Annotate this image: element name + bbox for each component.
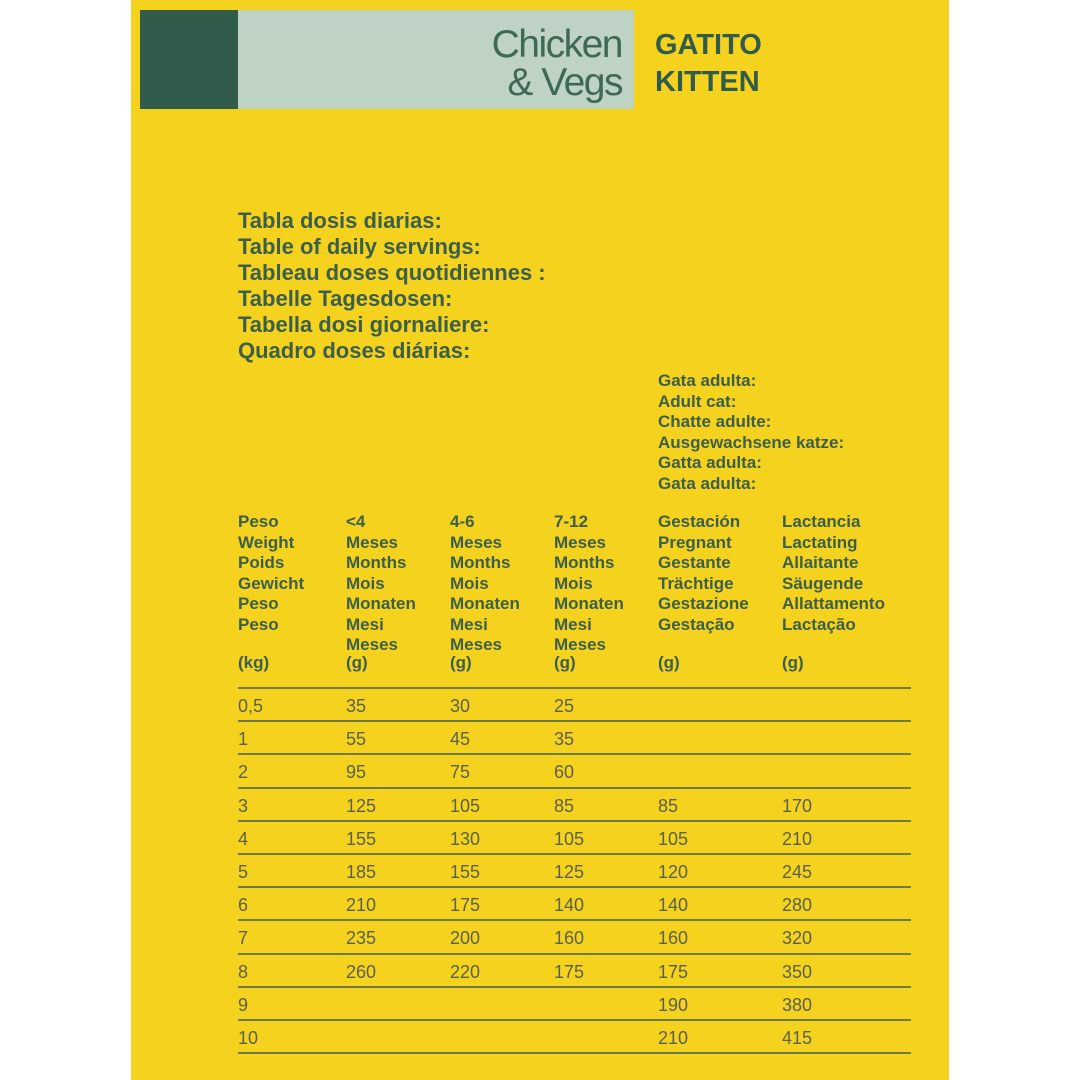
column-header-line: Mesi bbox=[346, 614, 384, 634]
table-cell: 220 bbox=[450, 961, 481, 982]
table-cell: 25 bbox=[554, 696, 575, 716]
table-cell: 5 bbox=[238, 861, 249, 882]
column-header-line: Säugende bbox=[782, 573, 864, 593]
table-cell: 260 bbox=[346, 961, 377, 982]
table-cell: 415 bbox=[782, 1027, 813, 1048]
column-header-line: Gestante bbox=[658, 553, 731, 572]
adult-label-line: Gata adulta: bbox=[658, 371, 757, 390]
table-row bbox=[238, 888, 911, 921]
column-unit: (g) bbox=[346, 653, 368, 672]
column-unit: (g) bbox=[450, 653, 472, 672]
product-name bbox=[491, 23, 622, 104]
title-line: Tabelle Tagesdosen: bbox=[238, 286, 453, 311]
table-cell: 170 bbox=[782, 795, 813, 816]
column-header-line: Lactancia bbox=[782, 512, 861, 531]
table-cell: 130 bbox=[450, 828, 481, 849]
table-cell: 160 bbox=[554, 928, 585, 949]
title-line: Tableau doses quotidiennes : bbox=[238, 260, 546, 285]
table-cell: 210 bbox=[658, 1027, 689, 1048]
table-cell: 175 bbox=[554, 961, 585, 982]
table-row bbox=[238, 955, 911, 988]
table-cell: 185 bbox=[346, 861, 377, 882]
column-header-line: Monaten bbox=[346, 594, 416, 613]
column-header-line: Months bbox=[346, 553, 407, 572]
table-row bbox=[238, 822, 911, 855]
column-unit: (g) bbox=[782, 653, 804, 672]
table-cell: 350 bbox=[782, 961, 813, 982]
column-header-line: Peso bbox=[238, 512, 279, 531]
column-header-line: <4 bbox=[346, 512, 366, 531]
table-cell: 105 bbox=[554, 828, 585, 849]
column-header-line: Mois bbox=[554, 573, 593, 593]
table-row bbox=[238, 755, 911, 788]
column-header-line: Gestación bbox=[658, 512, 741, 531]
table-cell: 10 bbox=[238, 1027, 259, 1048]
column-header-line: Gewicht bbox=[238, 573, 305, 593]
table-cell: 1 bbox=[238, 729, 249, 750]
column-header bbox=[658, 512, 749, 672]
adult-label-line: Adult cat: bbox=[658, 391, 737, 411]
table-cell: 120 bbox=[658, 861, 689, 882]
table-cell: 125 bbox=[346, 795, 377, 816]
table-cell: 85 bbox=[554, 795, 575, 816]
title-line: Tabla dosis diarias: bbox=[238, 208, 442, 233]
table-row bbox=[238, 1021, 911, 1054]
table-cell: 175 bbox=[450, 895, 481, 916]
table-cell: 380 bbox=[782, 994, 813, 1015]
table-row bbox=[238, 722, 911, 755]
column-header bbox=[782, 512, 885, 672]
daily-servings-table bbox=[238, 687, 911, 1054]
table-row bbox=[238, 689, 911, 722]
table-cell: 105 bbox=[450, 795, 481, 816]
table-cell: 4 bbox=[238, 828, 249, 849]
life-stage-line-2: KITTEN bbox=[655, 66, 760, 98]
table-row bbox=[238, 789, 911, 822]
table-row bbox=[238, 855, 911, 888]
table-cell: 95 bbox=[346, 762, 367, 783]
column-header-line: Mesi bbox=[450, 614, 488, 634]
table-row bbox=[238, 988, 911, 1021]
table-cell: 320 bbox=[782, 928, 813, 949]
product-name-line-2: & Vegs bbox=[507, 61, 622, 104]
table-cell: 160 bbox=[658, 928, 689, 949]
column-header-line: Meses bbox=[450, 635, 502, 654]
column-unit: (g) bbox=[554, 653, 576, 672]
column-header-line: Lactating bbox=[782, 532, 858, 552]
title-line: Table of daily servings: bbox=[238, 234, 481, 259]
table-cell: 155 bbox=[346, 828, 377, 849]
table-cell: 8 bbox=[238, 961, 249, 982]
column-header-line: Allattamento bbox=[782, 594, 885, 613]
column-header-line: 4-6 bbox=[450, 512, 475, 531]
column-header-line: Trächtige bbox=[658, 573, 734, 593]
adult-label-line: Gatta adulta: bbox=[658, 453, 762, 472]
column-header-line: Poids bbox=[238, 553, 285, 572]
adult-label-line: Gata adulta: bbox=[658, 473, 757, 493]
life-stage-line-1: GATITO bbox=[655, 29, 762, 61]
adult-label-line: Chatte adulte: bbox=[658, 412, 772, 431]
column-header-line: Mesi bbox=[554, 614, 592, 634]
adult-label-line: Ausgewachsene katze: bbox=[658, 432, 845, 452]
table-cell: 9 bbox=[238, 994, 249, 1015]
table-cell: 140 bbox=[658, 895, 689, 916]
column-header-line: Allaitante bbox=[782, 553, 859, 572]
table-cell: 125 bbox=[554, 861, 585, 882]
table-cell: 155 bbox=[450, 861, 481, 882]
table-cell: 2 bbox=[238, 762, 249, 783]
column-header-line: Weight bbox=[238, 532, 295, 552]
adult-cat-label bbox=[658, 371, 844, 494]
column-header bbox=[346, 512, 416, 672]
column-header-line: Monaten bbox=[450, 594, 520, 613]
table-cell: 190 bbox=[658, 994, 689, 1015]
table-row bbox=[238, 921, 911, 954]
table-cell: 35 bbox=[554, 729, 575, 750]
column-header-line: Peso bbox=[238, 614, 279, 634]
life-stage-label bbox=[655, 27, 762, 101]
column-header-line: Monaten bbox=[554, 594, 624, 613]
column-header-line: Meses bbox=[554, 532, 606, 552]
column-header-line: Meses bbox=[450, 532, 502, 552]
column-header bbox=[238, 512, 305, 672]
product-name-line-1: Chicken bbox=[491, 23, 622, 66]
column-header-line: Peso bbox=[238, 594, 279, 613]
table-cell: 210 bbox=[346, 895, 377, 916]
table-cell: 105 bbox=[658, 828, 689, 849]
table-cell: 35 bbox=[346, 696, 367, 716]
table-cell: 235 bbox=[346, 928, 377, 949]
column-header bbox=[450, 512, 520, 672]
table-title bbox=[238, 208, 546, 364]
column-header-line: Gestação bbox=[658, 614, 735, 634]
column-header bbox=[554, 512, 624, 672]
table-cell: 85 bbox=[658, 795, 679, 816]
column-header-line: 7-12 bbox=[554, 512, 589, 531]
column-header-line: Lactação bbox=[782, 614, 856, 634]
column-unit: (kg) bbox=[238, 653, 270, 672]
column-header-line: Months bbox=[554, 553, 615, 572]
column-header-line: Months bbox=[450, 553, 511, 572]
table-cell: 45 bbox=[450, 729, 471, 750]
column-header-line: Meses bbox=[346, 635, 398, 654]
brand-color-block bbox=[140, 10, 238, 109]
table-cell: 3 bbox=[238, 795, 249, 816]
table-cell: 175 bbox=[658, 961, 689, 982]
product-banner bbox=[238, 10, 634, 109]
table-cell: 140 bbox=[554, 895, 585, 916]
column-header-line: Pregnant bbox=[658, 532, 732, 552]
title-line: Quadro doses diárias: bbox=[238, 338, 471, 363]
column-header-line: Mois bbox=[450, 573, 489, 593]
column-unit: (g) bbox=[658, 653, 680, 672]
table-cell: 7 bbox=[238, 928, 249, 949]
column-header-line: Meses bbox=[346, 532, 398, 552]
table-cell: 60 bbox=[554, 762, 575, 783]
column-header-line: Mois bbox=[346, 573, 385, 593]
title-line: Tabella dosi giornaliere: bbox=[238, 312, 490, 337]
table-cell: 245 bbox=[782, 861, 813, 882]
table-cell: 55 bbox=[346, 729, 367, 750]
table-cell: 75 bbox=[450, 762, 471, 783]
table-cell: 30 bbox=[450, 696, 471, 716]
column-header-line: Meses bbox=[554, 635, 606, 654]
table-cell: 6 bbox=[238, 895, 249, 916]
table-cell: 0,5 bbox=[238, 696, 264, 716]
column-header-line: Gestazione bbox=[658, 594, 749, 613]
table-cell: 200 bbox=[450, 928, 481, 949]
table-cell: 210 bbox=[782, 828, 813, 849]
table-cell: 280 bbox=[782, 895, 813, 916]
